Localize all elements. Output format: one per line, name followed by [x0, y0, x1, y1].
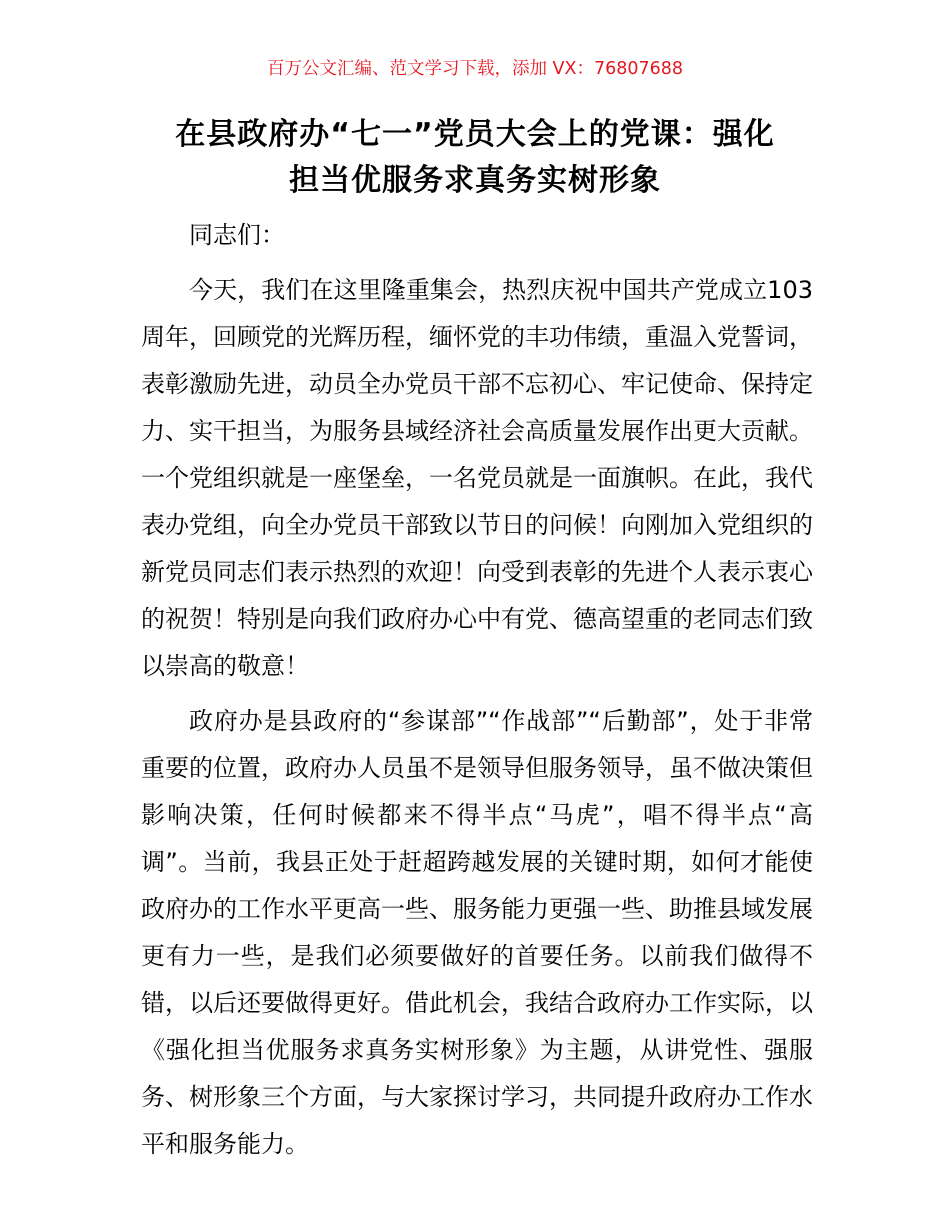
document-title — [120, 112, 830, 204]
paragraph-opening: 今天，我们在这里隆重集会，热烈庆祝中国共产党成立103周年，回顾党的光辉历程，缅怀党的丰功伟绩，重温入党誓词，表彰激励先进，动员全办党员干部不忘初心、牢记使命、保持定力、实干担当，为服务县域经济社会高质量发展作出更大贡献。一个党组织就是一座堡垒，一名党员就是一面旗帜。在此，我代表办党组，向全办党员干部致以节日的问候！向刚加入党组织的新党员同志们表示热烈的欢迎！向受到表彰的先进个人表示衷心的祝贺！特别是向我们政府办心中有党、德高望重的老同志们致以崇高的敬意！ — [141, 276, 813, 680]
title-line-1: 在县政府办“七一”党员大会上的党课：强化 — [175, 117, 775, 152]
title-line-2: 担当优服务求真务实树形象 — [289, 163, 661, 198]
salutation: 同志们： — [189, 221, 285, 249]
paragraph-role: 政府办是县政府的“参谋部”“作战部”“后勤部”，处于非常重要的位置，政府办人员虽不是领导但服务领导，虽不做决策但影响决策，任何时候都来不得半点“马虎”，唱不得半点“高调”。当前，我县正处于赶超跨越发展的关键时期，如何才能使政府办的工作水平更高一些、服务能力更强一些、助推县域发展更有力一些，是我们必须要做好的首要任务。以前我们做得不错，以后还要做得更好。借此机会，我结合政府办工作实际，以《强化担当优服务求真务实树形象》为主题，从讲党性、强服务、树形象三个方面，与大家探讨学习，共同提升政府办工作水平和服务能力。 — [141, 707, 813, 1158]
document-body — [141, 212, 813, 1176]
promo-banner: 百万公文汇编、范文学习下载，添加 VX：76807688 — [266, 59, 684, 79]
